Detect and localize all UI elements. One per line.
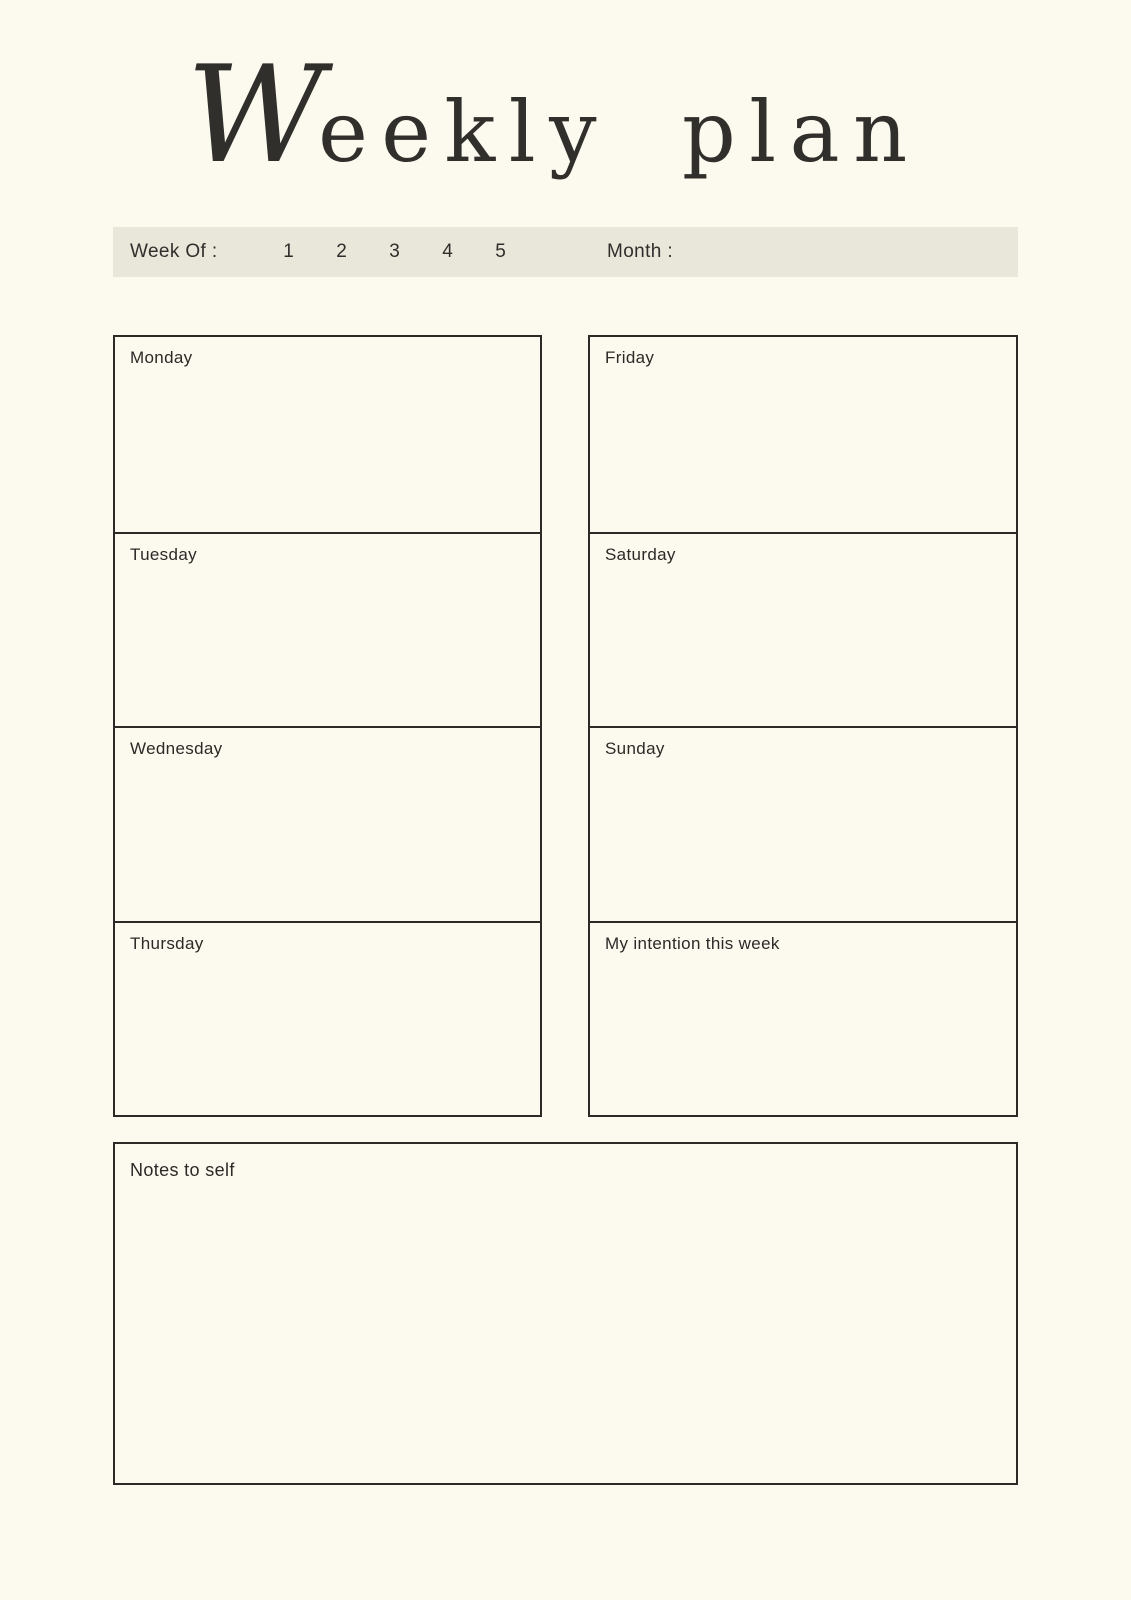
left-day-column	[113, 335, 542, 1117]
day-cell-thursday[interactable]	[115, 921, 540, 1116]
day-label-friday: Friday	[605, 348, 655, 367]
week-number-option-4[interactable]: 4	[442, 241, 453, 262]
notes-box[interactable]	[113, 1142, 1018, 1485]
day-cell-saturday[interactable]	[590, 532, 1016, 727]
month-label: Month :	[607, 241, 674, 262]
day-cell-friday[interactable]	[590, 337, 1016, 532]
day-cell-monday[interactable]	[115, 337, 540, 532]
week-number-option-3[interactable]: 3	[389, 241, 400, 262]
day-cell-tuesday[interactable]	[115, 532, 540, 727]
page-title	[0, 37, 1119, 225]
week-number-option-5[interactable]: 5	[495, 241, 506, 262]
right-day-column	[588, 335, 1018, 1117]
week-number-options	[283, 241, 506, 263]
day-label-monday: Monday	[130, 348, 193, 367]
day-label-wednesday: Wednesday	[130, 739, 223, 758]
day-label-tuesday: Tuesday	[130, 544, 197, 564]
page-title-rest: eekly plan	[318, 83, 921, 181]
day-cell-wednesday[interactable]	[115, 726, 540, 921]
day-label-thursday: Thursday	[130, 933, 204, 953]
notes-label: Notes to self	[130, 1160, 235, 1180]
week-number-option-2[interactable]: 2	[336, 241, 347, 262]
week-month-band	[113, 227, 1018, 277]
week-number-option-1[interactable]: 1	[283, 241, 294, 262]
day-label-sunday: Sunday	[605, 739, 665, 758]
day-cell-sunday[interactable]	[590, 726, 1016, 921]
week-of-label: Week Of :	[130, 241, 218, 262]
page-title-initial: W	[186, 37, 325, 193]
day-label-saturday: Saturday	[605, 544, 676, 564]
intention-cell[interactable]	[590, 921, 1016, 1116]
intention-label: My intention this week	[605, 933, 780, 953]
